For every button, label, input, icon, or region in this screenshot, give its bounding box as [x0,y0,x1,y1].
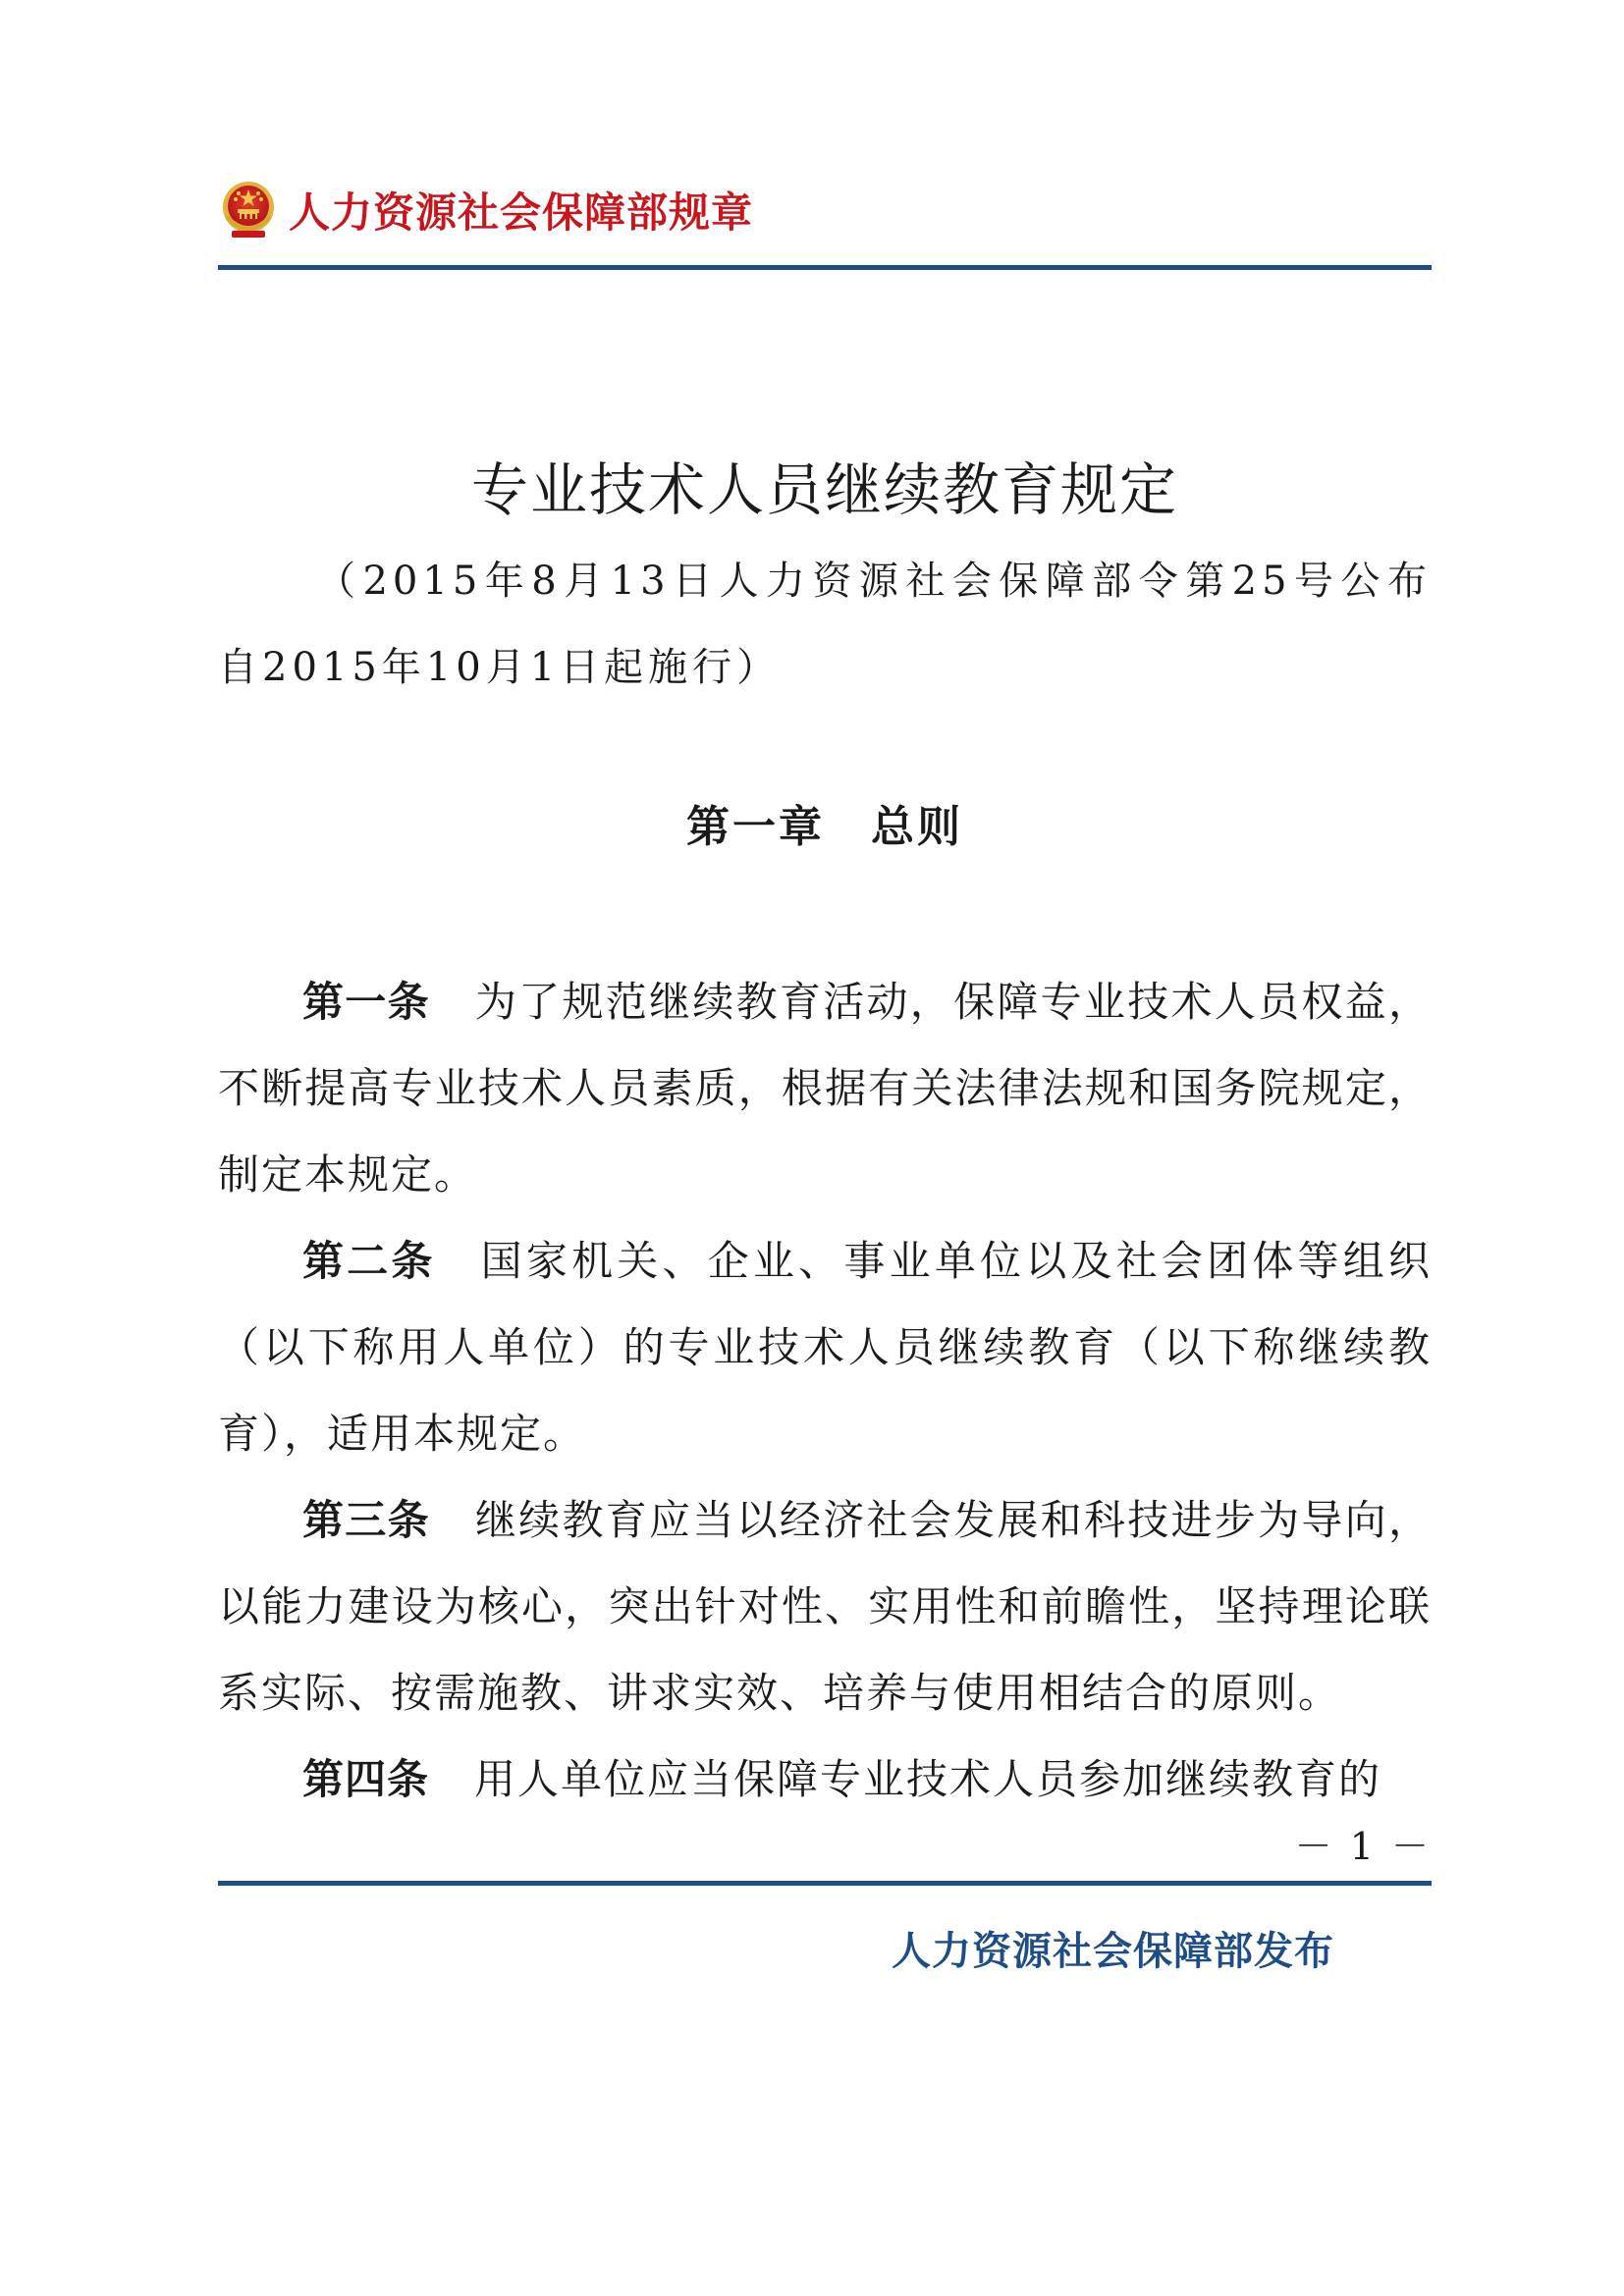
article-4 [218,1736,1432,1823]
page-number: － 1 － [1294,1825,1432,1868]
footer-rule [218,1881,1432,1886]
article-text: 用人单位应当保障专业技术人员参加继续教育的 [474,1755,1382,1803]
chapter-heading: 第一章 总则 [686,802,963,852]
article-number: 第三条 [302,1496,430,1544]
header-title: 人力资源社会保障部规章 [289,188,754,237]
article-list [218,959,1432,1823]
article-number: 第四条 [302,1755,430,1803]
national-emblem-icon [220,180,277,240]
article-text: 为了规范继续教育活动，保障专业技术人员权益，不断提高专业技术人员素质，根据有关法律法规和国务院规定，制定本规定。 [218,978,1432,1199]
page-header [220,175,753,245]
article-number: 第一条 [302,978,430,1026]
article-1 [218,959,1432,1218]
article-number: 第二条 [302,1237,436,1285]
article-3 [218,1477,1432,1736]
article-text: 继续教育应当以经济社会发展和科技进步为导向，以能力建设为核心，突出针对性、实用性和前瞻性，坚持理论联系实际、按需施教、讲求实效、培养与使用相结合的原则。 [218,1496,1432,1717]
article-text: 国家机关、企业、事业单位以及社会团体等组织（以下称用人单位）的专业技术人员继续教育（以下称继续教育），适用本规定。 [218,1237,1432,1458]
document-title: 专业技术人员继续教育规定 [470,456,1178,523]
header-rule [218,265,1432,270]
publisher-footer: 人力资源社会保障部发布 [892,1929,1334,1974]
article-2 [218,1218,1432,1477]
promulgation-note: （2015年8月13日人力资源社会保障部令第25号公布 自2015年10月1日起施行） [218,559,1476,690]
